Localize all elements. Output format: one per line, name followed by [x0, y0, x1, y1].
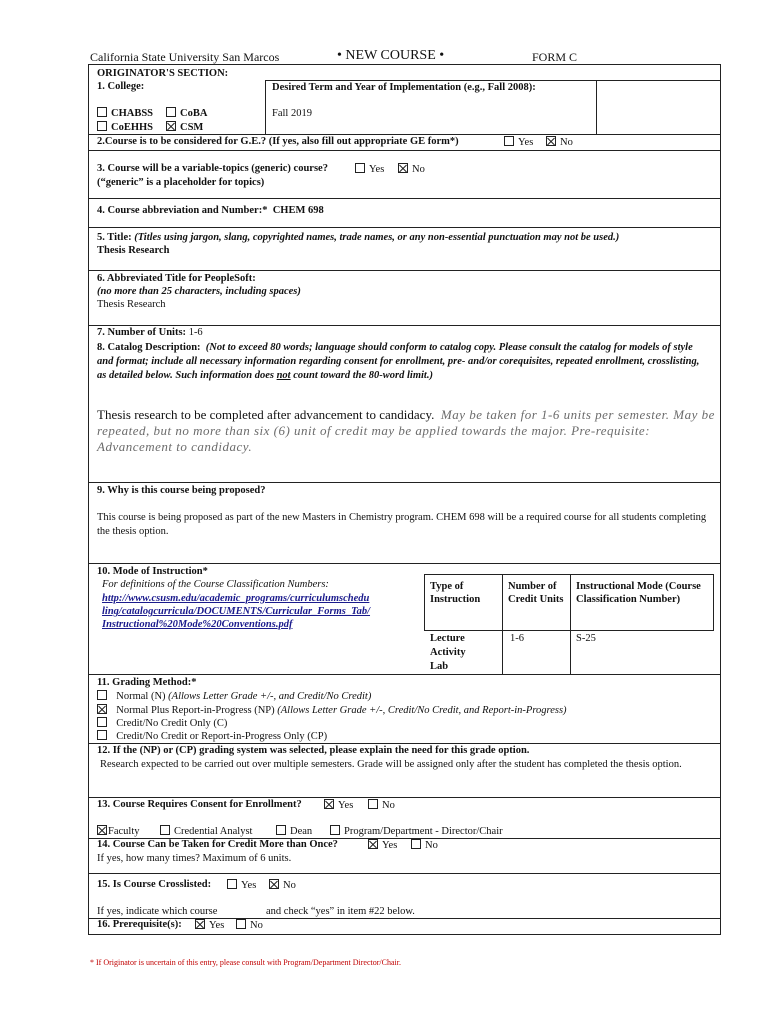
grading-c[interactable]: Credit/No Credit Only (C): [97, 717, 227, 729]
type-lab: Lab: [430, 661, 449, 672]
q8-description[interactable]: Thesis research to be completed after advancement to candidacy. May be taken for 1-6 units per semester. May be repeated, but no more than six (6) unit of credit may be applied towards the major. Pre-requisite: Advancement to candidacy.: [97, 407, 715, 454]
q16-yes[interactable]: Yes: [195, 919, 224, 931]
college-coba[interactable]: CoBA: [166, 107, 207, 119]
q15-label: 15. Is Course Crosslisted:: [97, 879, 212, 890]
q15-detail-1: If yes, indicate which course: [97, 906, 218, 917]
term-label: Desired Term and Year of Implementation (e.g., Fall 2008):: [272, 82, 536, 93]
instruction-table: [424, 574, 714, 674]
q14-yes[interactable]: Yes: [368, 839, 397, 851]
q3-label: 3. Course will be a variable-topics (generic) course?: [97, 163, 328, 174]
lecture-mode[interactable]: S-25: [576, 633, 596, 644]
q14-no[interactable]: No: [411, 839, 438, 851]
lecture-units[interactable]: 1-6: [510, 633, 524, 644]
grading-np[interactable]: Normal Plus Report-in-Progress (NP) (Allows Letter Grade +/-, Credit/No Credit, and Report-in-Progress): [97, 704, 567, 716]
q11-label: 11. Grading Method:*: [97, 677, 197, 688]
q12-value[interactable]: Research expected to be carried out over multiple semesters. Grade will be assigned only after the student has completed the thesis option.: [100, 759, 682, 770]
q14-detail[interactable]: If yes, how many times? Maximum of 6 units.: [97, 853, 292, 864]
q6-label: 6. Abbreviated Title for PeopleSoft:: [97, 273, 256, 284]
q10-link[interactable]: http://www.csusm.edu/academic_programs/curriculumschedu ling/catalogcurricula/DOCUMENTS/Curricular_Forms_Tab/ Instructional%20Mode%20Conventions.pdf: [102, 593, 371, 630]
type-activity: Activity: [430, 647, 466, 658]
q5-value[interactable]: Thesis Research: [97, 245, 170, 256]
form-id: FORM C: [532, 50, 578, 64]
college-coehhs[interactable]: CoEHHS: [97, 121, 153, 133]
q15-yes[interactable]: Yes: [227, 879, 256, 891]
term-value[interactable]: Fall 2019: [272, 108, 312, 119]
form-title: • NEW COURSE •: [337, 48, 445, 63]
coehhs-checkbox[interactable]: [97, 121, 107, 131]
coba-checkbox[interactable]: [166, 107, 176, 117]
university-name: California State University San Marcos: [90, 50, 280, 64]
th-mode: Instructional Mode (Course Classification Number): [576, 581, 701, 605]
q7-label: 7. Number of Units: 1-6: [97, 327, 203, 338]
consent-credential[interactable]: Credential Analyst: [160, 825, 252, 837]
q10-note: For definitions of the Course Classification Numbers:: [102, 579, 329, 590]
q5-label: 5. Title: (Titles using jargon, slang, copyrighted names, trade names, or any non-essential punctuation may not be used.): [97, 232, 620, 243]
q9-value[interactable]: This course is being proposed as part of the new Masters in Chemistry program. CHEM 698 will be a required course for all students completing the thesis option.: [97, 512, 707, 537]
q3-yes[interactable]: Yes: [355, 163, 384, 175]
q15-no[interactable]: No: [269, 879, 296, 891]
college-csm[interactable]: CSM: [166, 121, 203, 133]
consent-dean[interactable]: Dean: [276, 825, 312, 837]
grading-cp[interactable]: Credit/No Credit or Report-in-Progress Only (CP): [97, 730, 327, 742]
q13-yes[interactable]: Yes: [324, 799, 353, 811]
q16-label: 16. Prerequisite(s):: [97, 919, 182, 930]
college-label: 1. College:: [97, 81, 145, 92]
q2-yes[interactable]: Yes: [504, 136, 533, 148]
q6-note: (no more than 25 characters, including spaces): [97, 286, 301, 297]
footnote: * If Originator is uncertain of this entry, please consult with Program/Department Director/Chair.: [90, 958, 401, 967]
q4-label: 4. Course abbreviation and Number:* CHEM 698: [97, 205, 324, 216]
q3-note: (“generic” is a placeholder for topics): [97, 177, 265, 188]
q9-label: 9. Why is this course being proposed?: [97, 485, 266, 496]
consent-program[interactable]: Program/Department - Director/Chair: [330, 825, 503, 837]
consent-faculty[interactable]: Faculty: [97, 825, 140, 837]
type-lecture: Lecture: [430, 633, 465, 644]
th-type: Type of Instruction: [430, 581, 481, 605]
q13-label: 13. Course Requires Consent for Enrollment?: [97, 799, 302, 810]
q3-no[interactable]: No: [398, 163, 425, 175]
q16-no[interactable]: No: [236, 919, 263, 931]
grading-normal[interactable]: Normal (N) (Allows Letter Grade +/-, and Credit/No Credit): [97, 690, 371, 702]
th-units: Number of Credit Units: [508, 581, 564, 605]
q12-label: 12. If the (NP) or (CP) grading system was selected, please explain the need for this grade option.: [97, 745, 530, 756]
q10-label: 10. Mode of Instruction*: [97, 566, 208, 577]
q2-no[interactable]: No: [546, 136, 573, 148]
q6-value[interactable]: Thesis Research: [97, 299, 166, 310]
college-chabss[interactable]: CHABSS: [97, 107, 153, 119]
q15-detail-2: and check “yes” in item #22 below.: [266, 906, 415, 917]
csm-checkbox[interactable]: [166, 121, 176, 131]
q2-label: 2.Course is to be considered for G.E.? (If yes, also fill out appropriate GE form*): [97, 136, 459, 147]
originator-heading: ORIGINATOR'S SECTION:: [97, 68, 229, 79]
q13-no[interactable]: No: [368, 799, 395, 811]
chabss-checkbox[interactable]: [97, 107, 107, 117]
q14-label: 14. Course Can be Taken for Credit More than Once?: [97, 839, 338, 850]
q8-label: 8. Catalog Description: (Not to exceed 80 words; language should conform to catalog copy. Please consult the catalog for models of style and format; include all necessary information regarding consent for enrollment, pre- and/or corequisites, repeated enrollment, crosslisting, as detailed below. Such information does not count toward the 80-word limit.): [97, 342, 700, 381]
